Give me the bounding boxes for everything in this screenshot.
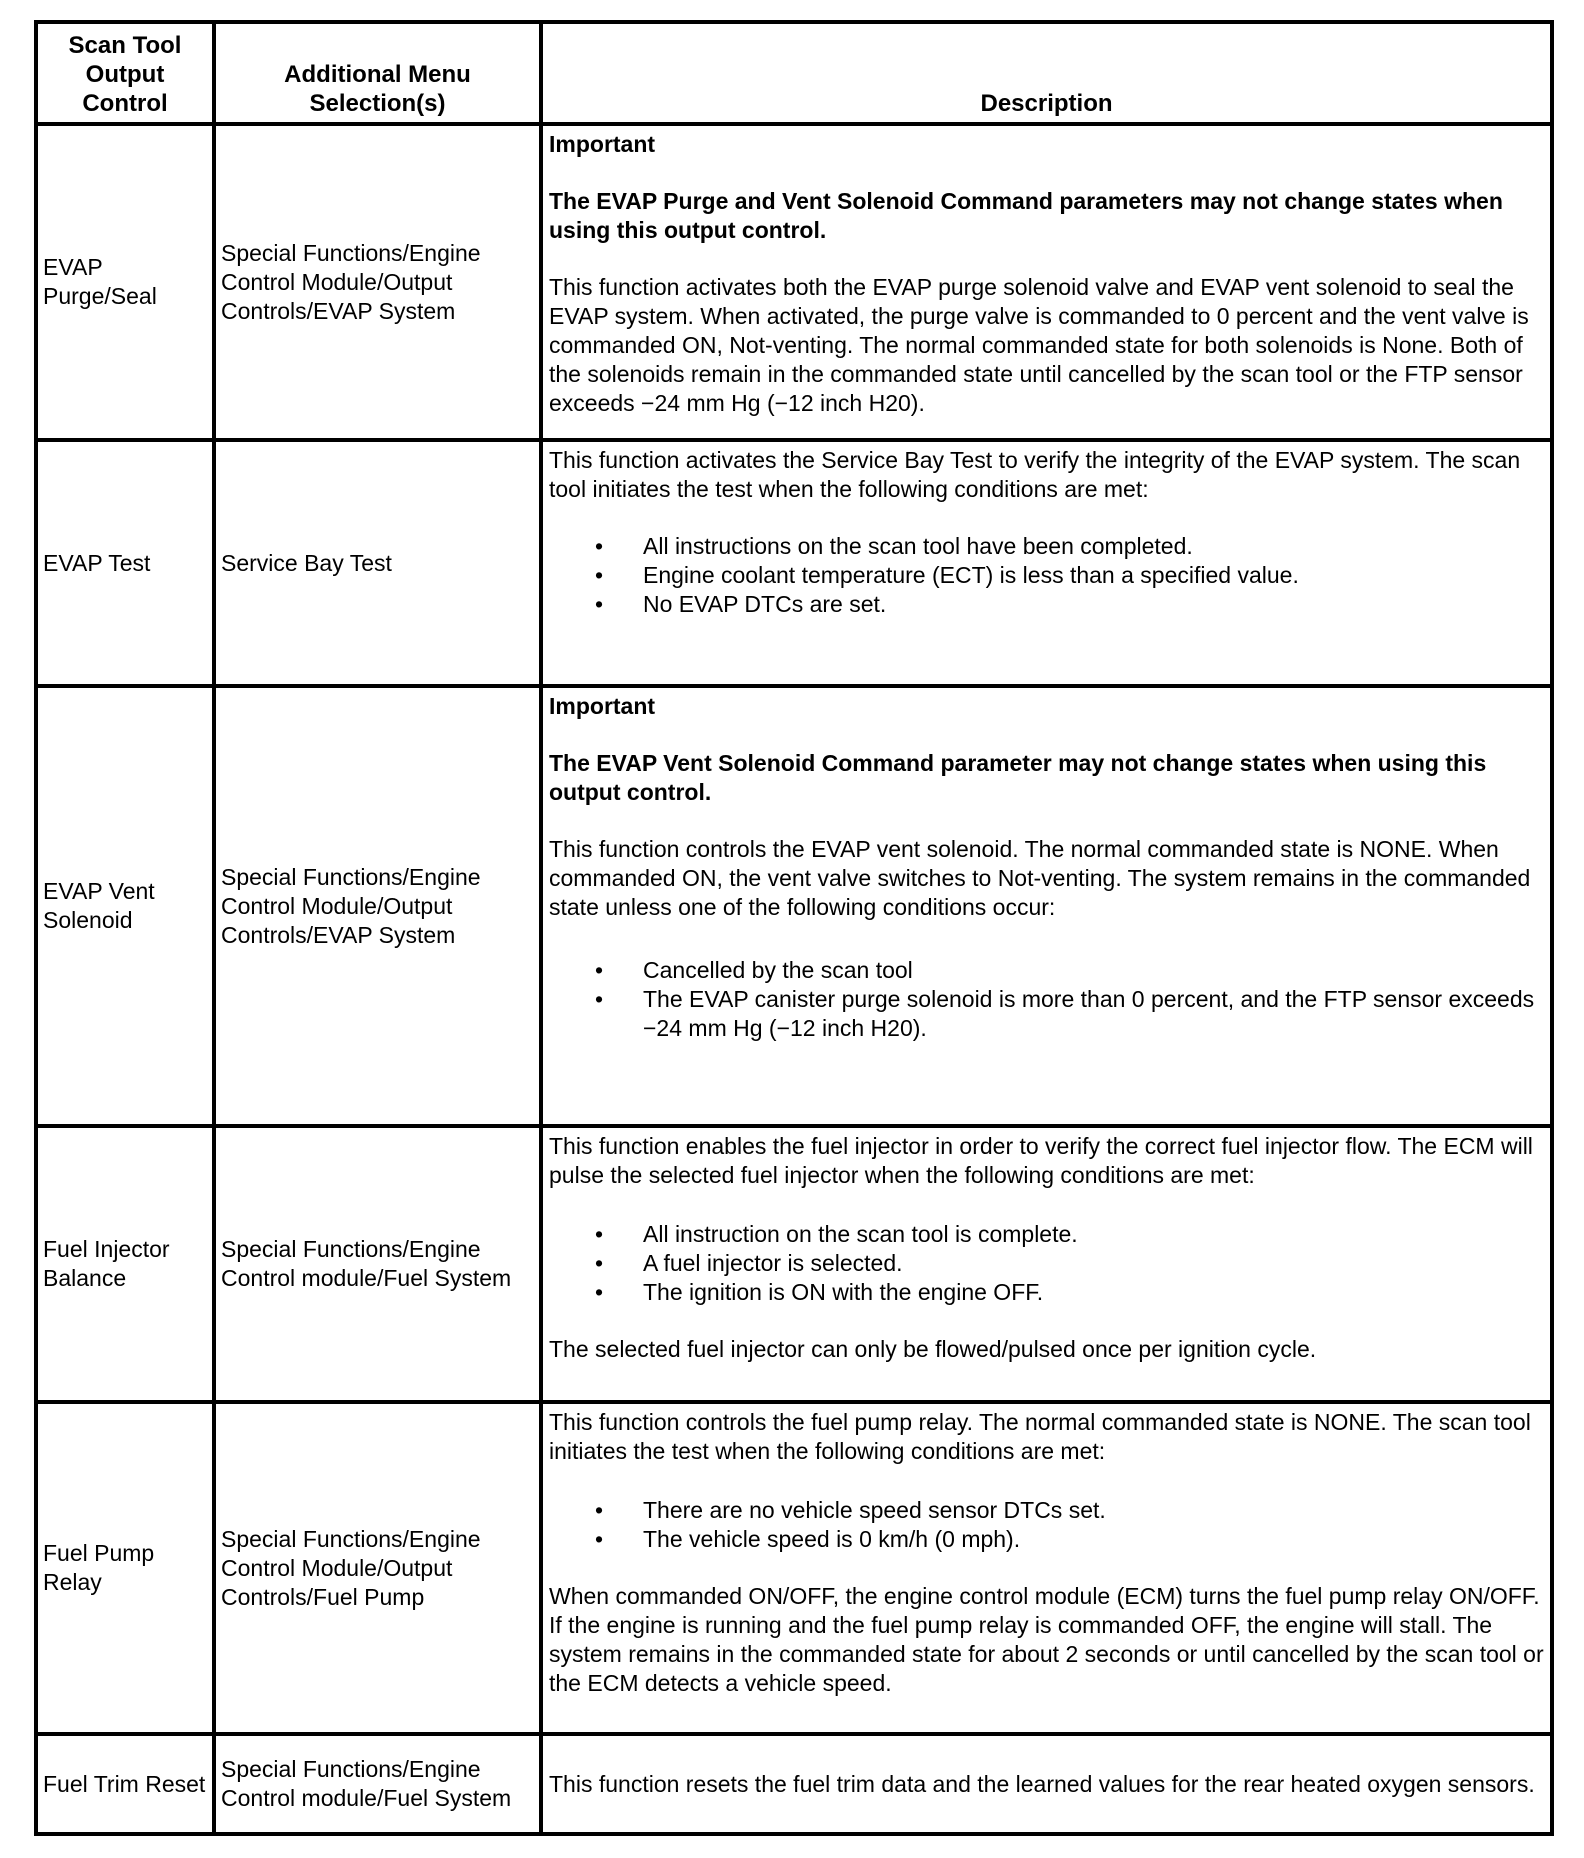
list-item: • The vehicle speed is 0 km/h (0 mph).: [643, 1525, 1544, 1554]
menu-cell: Special Functions/Engine Control Module/Output Controls/Fuel Pump: [214, 1402, 541, 1734]
description-text: This function activates the Service Bay Test to verify the integrity of the EVAP system. The scan tool initiates the test when the following conditions are met:: [549, 447, 1521, 502]
menu-cell: Special Functions/Engine Control module/Fuel System: [214, 1126, 541, 1402]
description-cell: [541, 124, 1552, 440]
description-text: This function activates both the EVAP purge solenoid valve and EVAP vent solenoid to seal the EVAP system. When activated, the purge valve is commanded to 0 percent and the vent valve is commanded ON, Not-venting. The normal commanded state for both solenoids is None. Both of the solenoids remain in the commanded state until cancelled by the scan tool or the FTP sensor exceeds −24 mm Hg (−12 inch H20).: [549, 274, 1529, 416]
description-cell: [541, 1126, 1552, 1402]
control-cell: Fuel Trim Reset: [36, 1734, 214, 1834]
table-header-row: [36, 22, 1552, 124]
description-cell: [541, 686, 1552, 1126]
list-item: • The ignition is ON with the engine OFF.: [643, 1278, 1544, 1307]
menu-cell: Special Functions/Engine Control module/Fuel System: [214, 1734, 541, 1834]
output-controls-table: [34, 20, 1554, 1836]
control-cell: EVAP Purge/Seal: [36, 124, 214, 440]
header-scan-tool-output-control: Scan Tool Output Control: [36, 22, 214, 124]
menu-cell: Special Functions/Engine Control Module/Output Controls/EVAP System: [214, 124, 541, 440]
description-cell: [541, 1402, 1552, 1734]
menu-cell: Special Functions/Engine Control Module/Output Controls/EVAP System: [214, 686, 541, 1126]
important-note: The EVAP Vent Solenoid Command parameter may not change states when using this output control.: [549, 750, 1487, 805]
important-label: Important: [549, 693, 656, 719]
condition-list: [549, 1496, 1544, 1554]
description-text: This function enables the fuel injector in order to verify the correct fuel injector flow. The ECM will pulse the selected fuel injector when the following conditions are met:: [549, 1133, 1533, 1188]
control-cell: Fuel Pump Relay: [36, 1402, 214, 1734]
list-item: • There are no vehicle speed sensor DTCs set.: [643, 1496, 1544, 1525]
condition-list: [549, 532, 1544, 619]
list-item: • A fuel injector is selected.: [643, 1249, 1544, 1278]
table-row: [36, 440, 1552, 686]
menu-cell: Service Bay Test: [214, 440, 541, 686]
list-item: • All instructions on the scan tool have been completed.: [643, 532, 1544, 561]
description-after-text: When commanded ON/OFF, the engine control module (ECM) turns the fuel pump relay ON/OFF. If the engine is running and the fuel pump relay is commanded OFF, the engine will stall. The system remains in the commanded state for about 2 seconds or until cancelled by the scan tool or the ECM detects a vehicle speed.: [549, 1583, 1544, 1696]
list-item: • Cancelled by the scan tool: [643, 956, 1544, 985]
table-row: [36, 124, 1552, 440]
description-cell: [541, 440, 1552, 686]
header-description: Description: [541, 22, 1552, 124]
table-row: [36, 1402, 1552, 1734]
list-item: • Engine coolant temperature (ECT) is less than a specified value.: [643, 561, 1544, 590]
control-cell: Fuel Injector Balance: [36, 1126, 214, 1402]
description-text: This function controls the EVAP vent solenoid. The normal commanded state is NONE. When commanded ON, the vent valve switches to Not-venting. The system remains in the commanded state unless one of the following conditions occur:: [549, 836, 1531, 920]
list-item: • The EVAP canister purge solenoid is more than 0 percent, and the FTP sensor exceeds −24 mm Hg (−12 inch H20).: [643, 985, 1544, 1043]
description-text: This function controls the fuel pump relay. The normal commanded state is NONE. The scan tool initiates the test when the following conditions are met:: [549, 1409, 1531, 1464]
control-cell: EVAP Vent Solenoid: [36, 686, 214, 1126]
table-row: [36, 1734, 1552, 1834]
description-after-text: The selected fuel injector can only be flowed/pulsed once per ignition cycle.: [549, 1336, 1317, 1362]
condition-list: [549, 1220, 1544, 1307]
important-note: The EVAP Purge and Vent Solenoid Command parameters may not change states when using this output control.: [549, 188, 1503, 243]
list-item: • All instruction on the scan tool is complete.: [643, 1220, 1544, 1249]
control-cell: EVAP Test: [36, 440, 214, 686]
description-cell: [541, 1734, 1552, 1834]
condition-list: [549, 956, 1544, 1043]
header-additional-menu-selections: Additional Menu Selection(s): [214, 22, 541, 124]
table-row: [36, 1126, 1552, 1402]
description-text: This function resets the fuel trim data and the learned values for the rear heated oxygen sensors.: [549, 1770, 1535, 1797]
important-label: Important: [549, 131, 656, 157]
table-row: [36, 686, 1552, 1126]
list-item: • No EVAP DTCs are set.: [643, 590, 1544, 619]
